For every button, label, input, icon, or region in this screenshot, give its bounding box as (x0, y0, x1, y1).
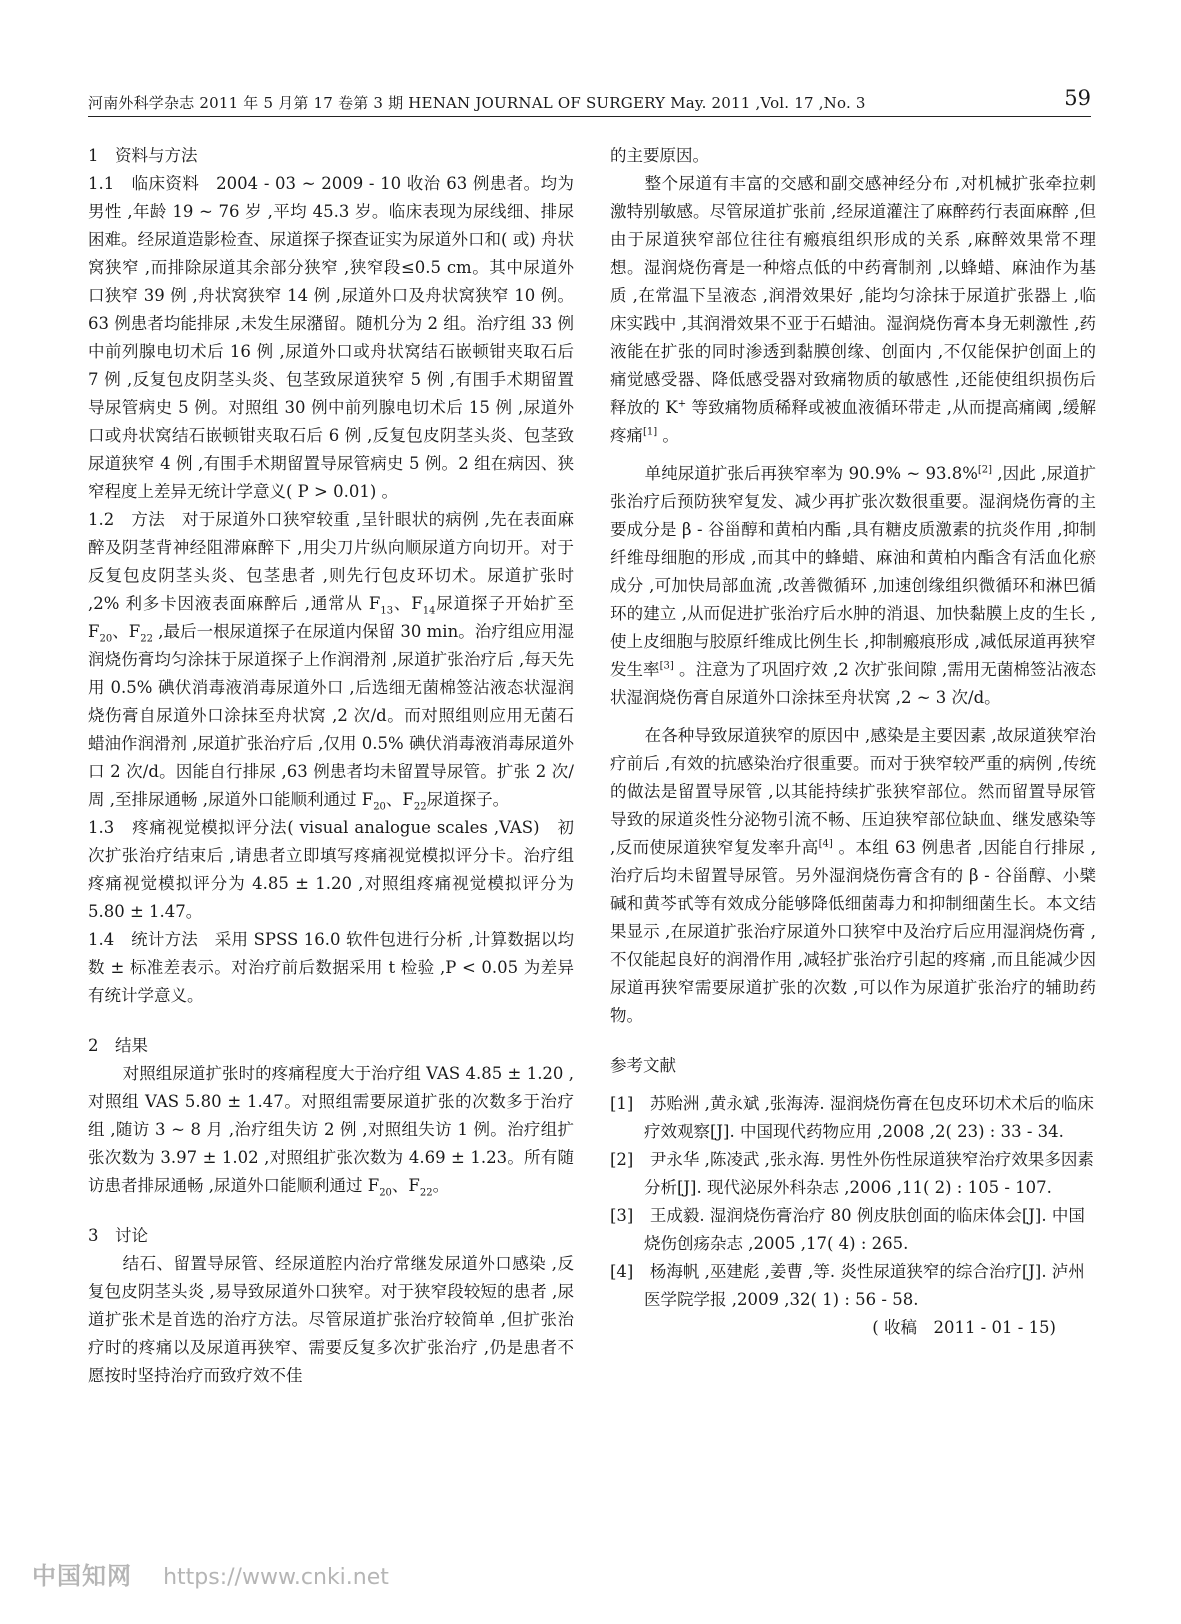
references-heading: 参考文献 (610, 1056, 676, 1075)
cnki-url: https://www.cnki.net (163, 1565, 389, 1590)
paragraph-vas: 1.3 疼痛视觉模拟评分法( visual analogue scales ,VAS) 初次扩张治疗结束后 ,请患者立即填写疼痛视觉模拟评分卡。治疗组疼痛视觉模拟评分为 4.85 ± 1.20 ,对照组疼痛视觉模拟评分为 5.80 ± 1.47。 (88, 818, 574, 921)
cnki-watermark-footer (32, 1556, 532, 1596)
reference-item: [2] 尹永华 ,陈凌武 ,张永海. 男性外伤性尿道狭窄治疗效果多因素分析[J]. 现代泌尿外科杂志 ,2006 ,11( 2) : 105 - 107. (610, 1150, 1094, 1197)
paragraph-discussion-intro: 结石、留置导尿管、经尿道腔内治疗常继发尿道外口感染 ,反复包皮阴茎头炎 ,易导致尿道外口狭窄。对于狭窄段较短的患者 ,尿道扩张术是首选的治疗方法。尽管尿道扩张治疗较简单 ,但扩张治疗时的疼痛以及尿道再狭窄、需要反复多次扩张治疗 ,仍是患者不愿按时坚持治疗而致疗效不佳 (88, 1254, 574, 1385)
spacer (610, 712, 1096, 722)
spacer (610, 450, 1096, 460)
right-column (610, 142, 1096, 1342)
paragraph-discussion-restenosis: 单纯尿道扩张后再狭窄率为 90.9% ~ 93.8%[2] ,因此 ,尿道扩张治疗后预防狭窄复发、减少再扩张次数很重要。湿润烧伤膏的主要成分是 β - 谷甾醇和黄柏内酯 ,具有糖皮质激素的抗炎作用 ,抑制纤维母细胞的形成 ,而其中的蜂蜡、麻油和黄柏内酯含有活血化瘀成分 ,可加快局部血流 ,改善微循环 ,加速创缘组织微循环和淋巴循环的建立 ,从而促进扩张治疗后水肿的消退、加快黏膜上皮的生长 ,使上皮细胞与胶原纤维成比例生长 ,抑制瘢痕形成 ,减低尿道再狭窄发生率[3] 。注意为了巩固疗效 ,2 次扩张间隙 ,需用无菌棉签沾液态状湿润烧伤膏自尿道外口涂抹至舟状窝 ,2 ~ 3 次/d。 (610, 464, 1097, 707)
paragraph-discussion-infection: 在各种导致尿道狭窄的原因中 ,感染是主要因素 ,故尿道狭窄治疗前后 ,有效的抗感染治疗很重要。而对于狭窄较严重的病例 ,传统的做法是留置导尿管 ,以其能持续扩张狭窄部位。然而留置导尿管导致的尿道炎性分泌物引流不畅、压迫狭窄部位缺血、继发感染等 ,反而使尿道狭窄复发率升高[4] 。本组 63 例患者 ,因能自行排尿 ,治疗后均未留置导尿管。另外湿润烧伤膏含有的 β - 谷甾醇、小檗碱和黄芩甙等有效成分能够降低细菌毒力和抑制细菌生长。本文结果显示 ,在尿道扩张治疗尿道外口狭窄中及治疗后应用湿润烧伤膏 ,不仅能起良好的润滑作用 ,减轻扩张治疗引起的疼痛 ,而且能减少因尿道再狭窄需要尿道扩张的次数 ,可以作为尿道扩张治疗的辅助药物。 (610, 726, 1096, 1025)
page-number: 59 (1064, 86, 1091, 110)
spacer (88, 1010, 574, 1032)
journal-running-title: 河南外科学杂志 2011 年 5 月第 17 卷第 3 期 HENAN JOURNAL OF SURGERY May. 2011 ,Vol. 17 ,No. 3 (88, 94, 866, 112)
spacer (610, 1080, 1096, 1090)
spacer (88, 1200, 574, 1222)
section-heading-results: 2 结果 (88, 1036, 148, 1055)
paragraph-results: 对照组尿道扩张时的疼痛程度大于治疗组 VAS 4.85 ± 1.20 ,对照组 VAS 5.80 ± 1.47。对照组需要尿道扩张的次数多于治疗组 ,随访 3 ~ 8 月 ,治疗组失访 2 例 ,对照组失访 1 例。治疗组扩张次数为 3.97 ± 1.02 ,对照组扩张次数为 4.69 ± 1.23。所有随访患者排尿通畅 ,尿道外口能顺利通过 $F_{20}$、$F_{22}$。 (88, 1064, 574, 1199)
reference-item: [4] 杨海帆 ,巫建彪 ,姜曹 ,等. 炎性尿道狭窄的综合治疗[J]. 泸州医学院学报 ,2009 ,32( 1) : 56 - 58. (610, 1262, 1085, 1309)
left-column (88, 142, 574, 1390)
running-header (88, 86, 1091, 117)
spacer (610, 1030, 1096, 1052)
paragraph-clinical-data: 1.1 临床资料 2004 - 03 ~ 2009 - 10 收治 63 例患者。均为男性 ,年龄 19 ~ 76 岁 ,平均 45.3 岁。临床表现为尿线细、排尿困难。经尿道造影检查、尿道探子探查证实为尿道外口和( 或) 舟状窝狭窄 ,而排除尿道其余部分狭窄 ,狭窄段≤0.5 cm。其中尿道外口狭窄 39 例 ,舟状窝狭窄 14 例 ,尿道外口及舟状窝狭窄 10 例。63 例患者均能排尿 ,未发生尿潴留。随机分为 2 组。治疗组 33 例中前列腺电切术后 16 例 ,尿道外口或舟状窝结石嵌顿钳夹取石后 7 例 ,反复包皮阴茎头炎、包茎致尿道狭窄 5 例 ,有围手术期留置导尿管病史 5 例。对照组 30 例中前列腺电切术后 15 例 ,尿道外口或舟状窝结石嵌顿钳夹取石后 6 例 ,反复包皮阴茎头炎、包茎致尿道狭窄 4 例 ,有围手术期留置导尿管病史 5 例。2 组在病因、狭窄程度上差异无统计学意义( P > 0.01) 。 (88, 174, 574, 501)
reference-item: [3] 王成毅. 湿润烧伤膏治疗 80 例皮肤创面的临床体会[J]. 中国烧伤创疡杂志 ,2005 ,17( 4) : 265. (610, 1206, 1085, 1253)
section-heading-discussion: 3 讨论 (88, 1226, 148, 1245)
section-heading-methods: 1 资料与方法 (88, 146, 198, 165)
reference-item: [1] 苏贻洲 ,黄永斌 ,张海涛. 湿润烧伤膏在包皮环切术术后的临床疗效观察[J]. 中国现代药物应用 ,2008 ,2( 23) : 33 - 34. (610, 1094, 1094, 1141)
paragraph-methods: 1.2 方法 对于尿道外口狭窄较重 ,呈针眼状的病例 ,先在表面麻醉及阴茎背神经阻滞麻醉下 ,用尖刀片纵向顺尿道方向切开。对于反复包皮阴茎头炎、包茎患者 ,则先行包皮环切术。尿道扩张时 ,2% 利多卡因液表面麻醉后 ,通常从 $F_{13}$、$F_{14}$尿道探子开始扩至 $F_{20}$、$F_{22}$ ,最后一根尿道探子在尿道内保留 30 min。治疗组应用湿润烧伤膏均匀涂抹于尿道探子上作润滑剂 ,尿道扩张治疗后 ,每天先用 0.5% 碘伏消毒液消毒尿道外口 ,后选细无菌棉签沾液态状湿润烧伤膏自尿道外口涂抹至舟状窝 ,2 次/d。而对照组则应用无菌石蜡油作润滑剂 ,尿道扩张治疗后 ,仅用 0.5% 碘伏消毒液消毒尿道外口 2 次/d。因能自行排尿 ,63 例患者均未留置导尿管。扩张 2 次/周 ,至排尿通畅 ,尿道外口能顺利通过 $F_{20}$、$F_{22}$尿道探子。 (88, 510, 575, 813)
paragraph-discussion-continued: 的主要原因。 (610, 146, 709, 165)
paragraph-discussion-mechanism: 整个尿道有丰富的交感和副交感神经分布 ,对机械扩张牵拉刺激特别敏感。尽管尿道扩张前 ,经尿道灌注了麻醉药行表面麻醉 ,但由于尿道狭窄部位往往有瘢痕组织形成的关系 ,麻醉效果常不理想。湿润烧伤膏是一种熔点低的中药膏制剂 ,以蜂蜡、麻油作为基质 ,在常温下呈液态 ,润滑效果好 ,能均匀涂抹于尿道扩张器上 ,临床实践中 ,其润滑效果不亚于石蜡油。湿润烧伤膏本身无刺激性 ,药液能在扩张的同时渗透到黏膜创缘、创面内 ,不仅能保护创面上的痛觉感受器、降低感受器对致痛物质的敏感性 ,还能使组织损伤后释放的 K+ 等致痛物质稀释或被血液循环带走 ,从而提高痛阈 ,缓解疼痛[1] 。 (610, 174, 1096, 445)
paragraph-statistics: 1.4 统计方法 采用 SPSS 16.0 软件包进行分析 ,计算数据以均数 ± 标准差表示。对治疗前后数据采用 t 检验 ,P < 0.05 为差异有统计学意义。 (88, 930, 574, 1005)
received-date: ( 收稿 2011 - 01 - 15) (872, 1318, 1056, 1337)
cnki-logo: 中国知网 (32, 1562, 132, 1590)
